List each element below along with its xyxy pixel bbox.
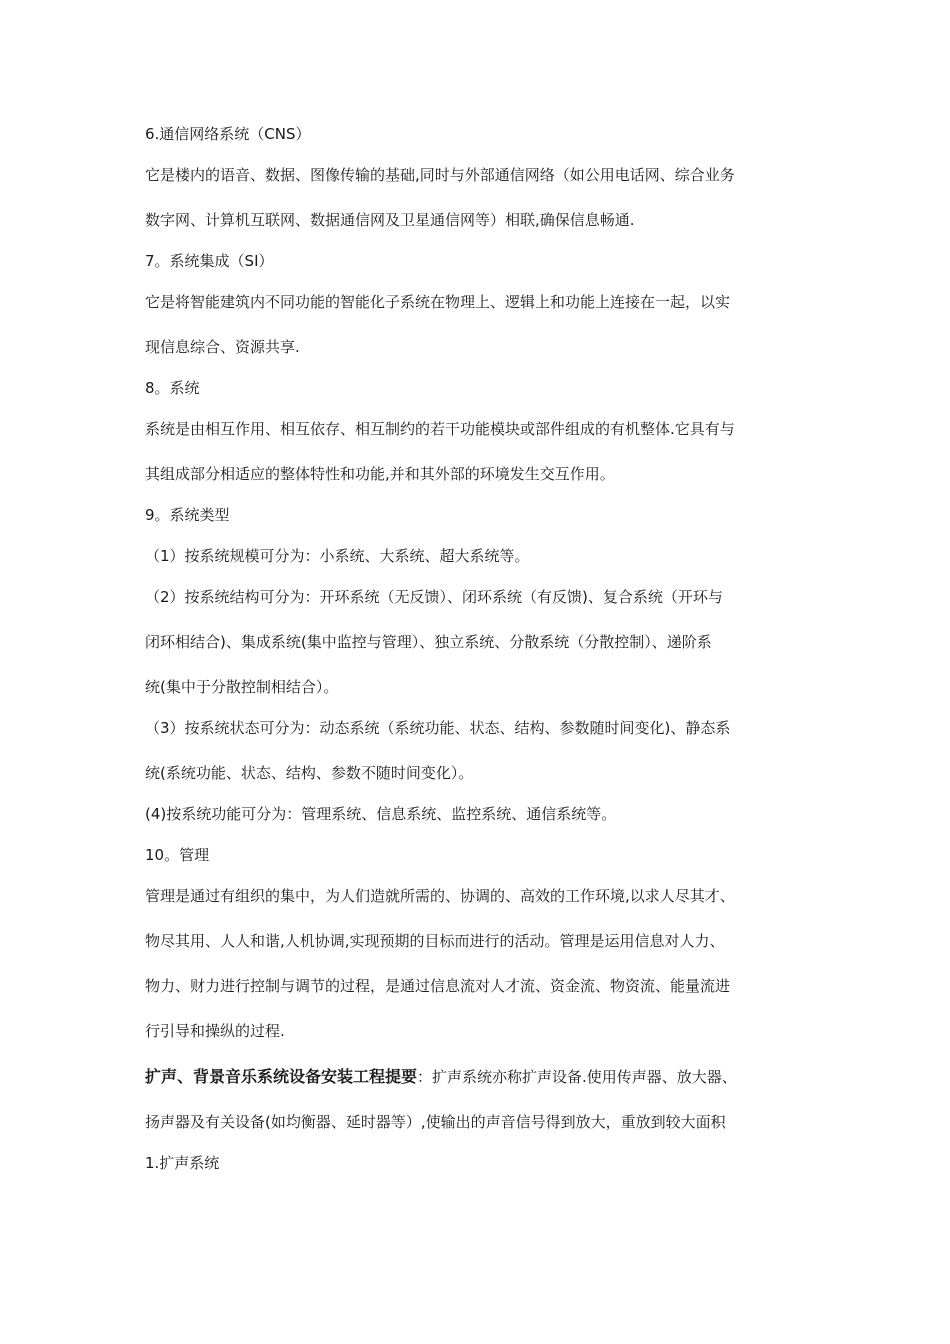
section-10-line-3: 物力、财力进行控制与调节的过程，是通过信息流对人才流、资金流、物资流、能量流进 — [145, 977, 731, 995]
section-9-item-2-line-1: （2）按系统结构可分为：开环系统（无反馈）、闭环系统（有反馈)、复合系统（开环与 — [145, 588, 723, 606]
section-9-item-3-line-2: 统(系统功能、状态、结构、参数不随时间变化）。 — [145, 764, 474, 782]
summary-text: 扩声系统亦称扩声设备.使用传声器、放大器、 — [432, 1068, 737, 1086]
section-10-line-1: 管理是通过有组织的集中，为人们造就所需的、协调的、高效的工作环境,以求人尽其才、 — [145, 887, 735, 905]
section-9-item-3-line-1: （3）按系统状态可分为：动态系统（系统功能、状态、结构、参数随时间变化)、静态系 — [145, 719, 731, 737]
section-6-line-2: 数字网、计算机互联网、数据通信网及卫星通信网等）相联,确保信息畅通. — [145, 211, 635, 229]
summary-colon: ： — [417, 1068, 433, 1086]
section-7-heading: 7。系统集成（SI） — [145, 252, 274, 270]
section-8-line-2: 其组成部分相适应的整体特性和功能,并和其外部的环境发生交互作用。 — [145, 465, 615, 483]
section-8-line-1: 系统是由相互作用、相互依存、相互制约的若干功能模块或部件组成的有机整体.它具有与 — [145, 420, 735, 438]
section-6-line-1: 它是楼内的语音、数据、图像传输的基础,同时与外部通信网络（如公用电话网、综合业务 — [145, 166, 735, 184]
section-9-item-2-line-2: 闭环相结合)、集成系统(集中监控与管理）、独立系统、分散系统（分散控制）、递阶系 — [145, 633, 712, 651]
section-10-line-4: 行引导和操纵的过程. — [145, 1022, 285, 1040]
section-9-heading: 9。系统类型 — [145, 506, 230, 524]
document-page — [145, 124, 825, 1174]
section-7-line-1: 它是将智能建筑内不同功能的智能化子系统在物理上、逻辑上和功能上连接在一起，以实 — [145, 293, 731, 311]
section-7-line-2: 现信息综合、资源共享. — [145, 338, 300, 356]
section-9-item-4: (4)按系统功能可分为：管理系统、信息系统、监控系统、通信系统等。 — [145, 805, 617, 823]
section-1-heading: 1.扩声系统 — [145, 1154, 220, 1172]
summary-line-1 — [145, 1066, 825, 1088]
summary-title: 扩声、背景音乐系统设备安装工程提要 — [145, 1067, 418, 1086]
section-8-heading: 8。系统 — [145, 379, 200, 397]
section-10-heading: 10。管理 — [145, 846, 210, 864]
section-9-item-1: （1）按系统规模可分为：小系统、大系统、超大系统等。 — [145, 547, 530, 565]
section-6-heading: 6.通信网络系统（CNS） — [145, 125, 311, 143]
section-9-item-2-line-3: 统(集中于分散控制相结合）。 — [145, 678, 339, 696]
summary-line-2: 扬声器及有关设备(如均衡器、延时器等）,使输出的声音信号得到放大，重放到较大面积 — [145, 1113, 726, 1131]
section-10-line-2: 物尽其用、人人和谐,人机协调,实现预期的目标而进行的活动。管理是运用信息对人力、 — [145, 932, 725, 950]
